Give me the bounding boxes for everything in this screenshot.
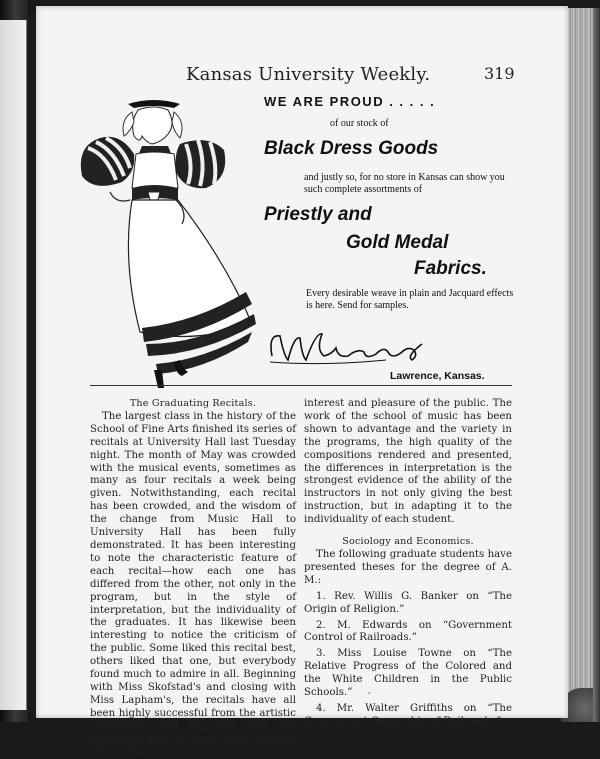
ad-headline-priestly: Priestly and bbox=[264, 204, 372, 225]
ad-location: Lawrence, Kansas. bbox=[390, 370, 485, 382]
recitals-heading: The Graduating Recitals. bbox=[129, 398, 257, 409]
ad-text-every-weave: Every desirable weave in plain and Jacquard effects is here. Send for samples. bbox=[306, 288, 514, 311]
ad-headline-fabrics: Fabrics. bbox=[414, 258, 487, 279]
thesis-item-1: 1. Rev. Willis G. Banker on “The Origin of Religion.” bbox=[304, 590, 512, 615]
page-header-title: Kansas University Weekly. bbox=[186, 64, 431, 85]
recitals-body: The largest class in the history of the School of Fine Arts finished its series of recitals at University Hall last Tuesday night. The month of May was crowded with the musical events, sometimes as many as four recitals a week being given. Notwithstanding, each recital has been crowded, and the wisdom of the change from Music Hall to University Hall has been fully demonstrated. It has been interesting to note the characteristic feature of each recital—how each one has differed from the other, not only in the program, but in the style of interpretation, but the individuality of the graduates. It has likewise been interesting to notice the criticism of the public. Some liked this recital best, others liked that one, but everybody found much to admire in all. Beginning with Miss Skofstad's and closing with Miss Lapham's, the recitals have all been highly successful from the artistic standpoint, and the fact that the audiences were so large every evening proved the bbox=[90, 410, 296, 758]
page-stack-right-edge bbox=[566, 8, 600, 722]
page-number: 319 bbox=[484, 64, 515, 83]
section-divider bbox=[90, 385, 512, 386]
ad-text-of-stock: of our stock of bbox=[330, 118, 389, 129]
thesis-item-4: 4. Mr. Walter Griffiths on “The Government Ownership of Railroads.” bbox=[304, 702, 512, 727]
ad-headline-black-dress-goods: Black Dress Goods bbox=[264, 138, 439, 159]
sociology-intro: The following graduate students have presented theses for the degree of A. M.: bbox=[304, 548, 512, 586]
column-left bbox=[90, 398, 296, 759]
signature-weaver bbox=[266, 326, 426, 370]
page-speck: , bbox=[368, 686, 371, 695]
ad-headline-proud: WE ARE PROUD . . . . . bbox=[264, 94, 436, 109]
thesis-item-2: 2. M. Edwards on “Government Control of Railroads.” bbox=[304, 619, 512, 644]
thesis-item-3: 3. Miss Louise Towne on “The Relative Progress of the Colored and the White Children in the Public Schools.” bbox=[304, 648, 512, 699]
sociology-heading: Sociology and Economics. bbox=[342, 536, 474, 548]
ad-text-justly: and justly so, for no store in Kansas can show you such complete assortments of bbox=[304, 172, 505, 195]
column-right bbox=[304, 398, 512, 729]
previous-page-edge bbox=[0, 20, 27, 710]
recitals-continuation: interest and pleasure of the public. The work of the school of music has been shown to advantage and the variety in the programs, the high quality of the compositions rendered and presented, the differences in interpretation is the strongest evidence of the ability of the instructors in not only giving the best instruction, but in adapting it to the individuality of each student. bbox=[304, 398, 512, 526]
fashion-illustration bbox=[76, 92, 266, 388]
ad-headline-gold-medal: Gold Medal bbox=[346, 232, 449, 253]
